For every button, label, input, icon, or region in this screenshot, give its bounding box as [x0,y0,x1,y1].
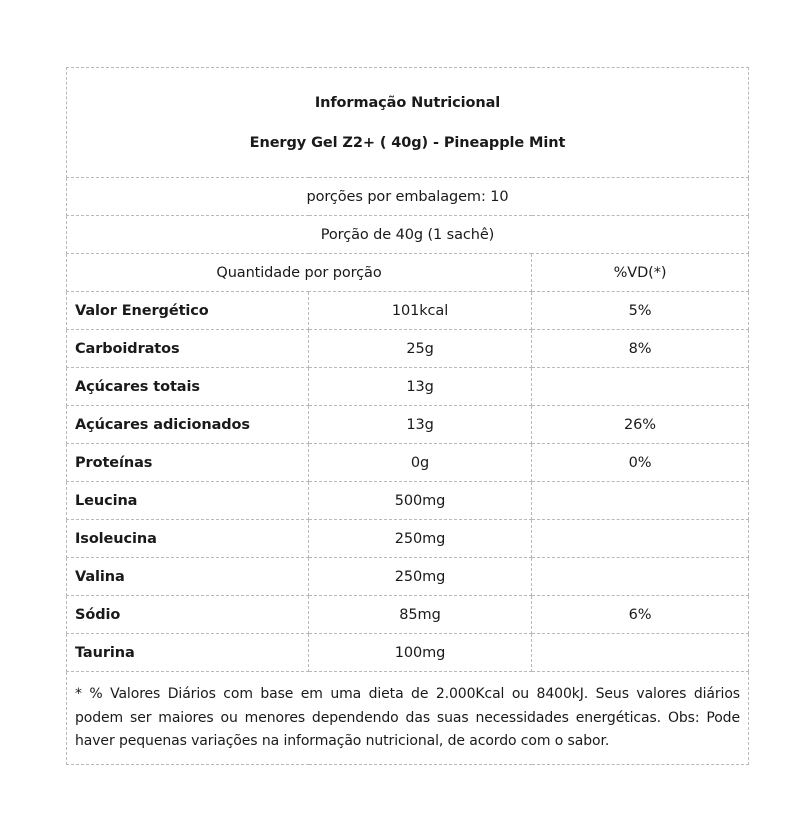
nutrient-amount: 13g [309,406,532,444]
nutrient-name: Valina [67,558,309,596]
nutrient-amount: 500mg [309,482,532,520]
nutrient-amount: 25g [309,330,532,368]
nutrient-daily-value [532,634,749,672]
nutrient-amount: 85mg [309,596,532,634]
nutrient-row-valina [67,558,749,596]
nutrient-amount: 13g [309,368,532,406]
nutrition-facts-table [66,67,749,765]
nutrient-daily-value [532,558,749,596]
serving-size: Porção de 40g (1 sachê) [67,216,749,254]
nutrient-name: Valor Energético [67,292,309,330]
servings-per-package: porções por embalagem: 10 [67,178,749,216]
nutrient-row-acucares-adicionados [67,406,749,444]
daily-value-header: %VD(*) [532,254,749,292]
serving-size-row [67,216,749,254]
nutrient-row-acucares-totais [67,368,749,406]
nutrient-amount: 100mg [309,634,532,672]
servings-row [67,178,749,216]
nutrient-daily-value [532,520,749,558]
nutrient-row-carboidratos [67,330,749,368]
nutrient-name: Carboidratos [67,330,309,368]
nutrient-row-sodio [67,596,749,634]
nutrient-row-valor-energetico [67,292,749,330]
nutrient-daily-value: 5% [532,292,749,330]
nutrient-daily-value [532,368,749,406]
nutrient-daily-value: 26% [532,406,749,444]
nutrient-amount: 101kcal [309,292,532,330]
footnote-row [67,672,749,765]
nutrient-name: Isoleucina [67,520,309,558]
nutrient-name: Proteínas [67,444,309,482]
nutrient-name: Leucina [67,482,309,520]
nutrient-amount: 250mg [309,520,532,558]
footnote: * % Valores Diários com base em uma dieta de 2.000Kcal ou 8400kJ. Seus valores diários podem ser maiores ou menores dependendo das suas necessidades energéticas. Obs: Pode haver pequenas variações na informação nutricional, de acordo com o sabor. [67,672,749,765]
nutrient-daily-value: 8% [532,330,749,368]
nutrient-daily-value: 6% [532,596,749,634]
quantity-header: Quantidade por porção [67,254,532,292]
nutrient-amount: 250mg [309,558,532,596]
title-cell [67,68,749,178]
nutrient-row-leucina [67,482,749,520]
product-name: Energy Gel Z2+ ( 40g) - Pineapple Mint [249,134,566,151]
nutrient-name: Açúcares adicionados [67,406,309,444]
nutrient-row-proteinas [67,444,749,482]
nutrient-row-taurina [67,634,749,672]
table-title: Informação Nutricional [314,94,501,111]
nutrient-name: Sódio [67,596,309,634]
column-header-row [67,254,749,292]
title-row [67,68,749,178]
nutrient-daily-value [532,482,749,520]
nutrient-name: Taurina [67,634,309,672]
nutrient-row-isoleucina [67,520,749,558]
nutrient-amount: 0g [309,444,532,482]
nutrient-daily-value: 0% [532,444,749,482]
nutrient-name: Açúcares totais [67,368,309,406]
